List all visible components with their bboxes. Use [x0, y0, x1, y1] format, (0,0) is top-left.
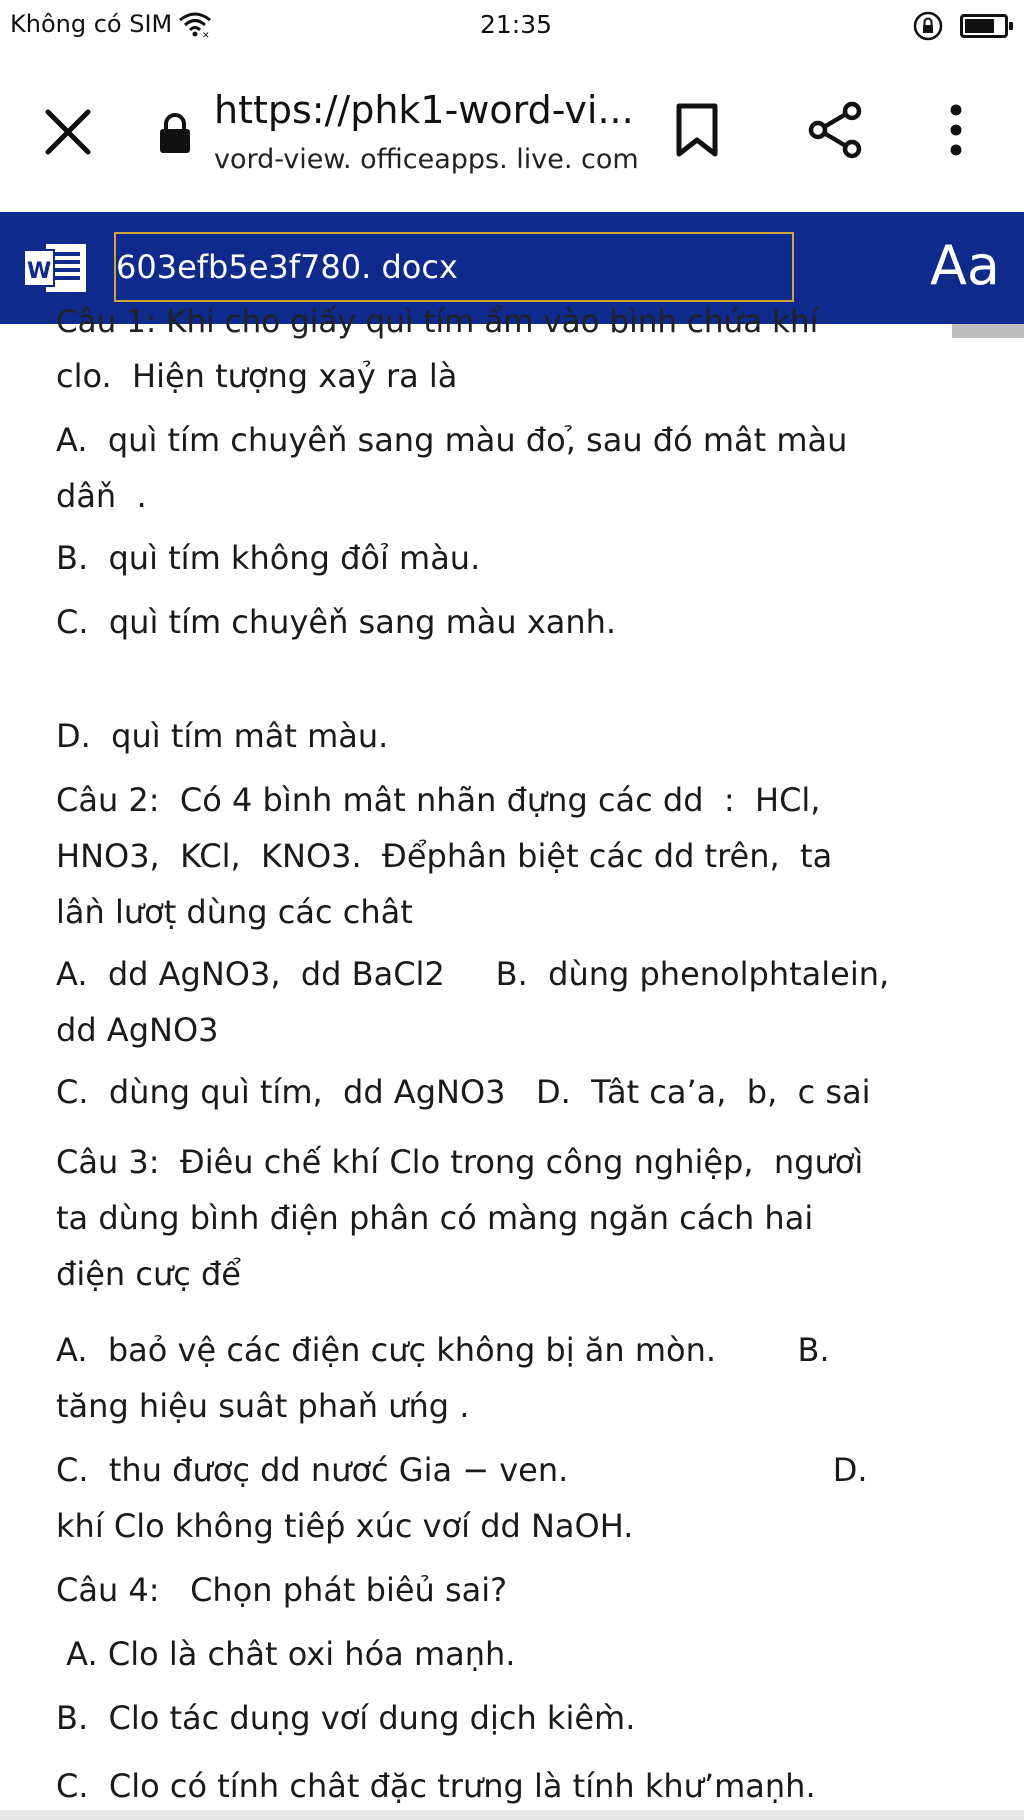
browser-toolbar [0, 52, 1024, 212]
paragraph: A. quì tím chuyêň sang màu đo,̉ sau đó mât màu dâň . [56, 421, 848, 515]
paragraph: Câu 3: Điêu chế khí Clo trong công nghiệp, ngươì ta dùng bình điện phân có màng ngăn cách hai điện cưc̣ để [56, 1143, 864, 1293]
status-right [912, 10, 1008, 42]
url-domain[interactable]: vord-view. officeapps. live. com [214, 144, 639, 175]
paragraph: C. dùng quì tím, dd AgNO3 D. Tât caʼa, b, c sai [56, 1073, 871, 1111]
status-left [10, 10, 212, 41]
bookmark-icon[interactable] [674, 102, 720, 158]
status-bar [0, 0, 1024, 52]
wifi-icon [178, 10, 212, 41]
lock-icon [158, 112, 192, 154]
paragraph: C. Clo có tính chât đặc trưng là tính khưʼmaṇh. [56, 1767, 816, 1805]
status-time: 21:35 [480, 10, 553, 39]
bottom-edge [0, 1810, 1024, 1820]
battery-fill [965, 19, 994, 33]
text-size-button[interactable]: Aa [929, 234, 1000, 297]
clipped-line: Câu 1: Khi cho giấy quì tím ẩm vào bình chứa khí [56, 304, 819, 340]
paragraph: Câu 2: Có 4 bình mât nhãn đựng các dd : HCl, HNO3, KCl, KNO3. Đểphân biệt các dd trên, ta lâǹ lươṭ dùng các chât [56, 781, 833, 931]
paragraph: A. Clo là chât oxi hóa maṇh. [56, 1635, 516, 1673]
paragraph: B. Clo tác duṇg vơí dung dịch kiêm̀. [56, 1699, 636, 1737]
close-icon[interactable] [40, 104, 96, 160]
carrier-label: Không có SIM [10, 10, 173, 38]
paragraph: C. thu đươc̣ dd nươć Gia − ven. D. khí Clo không tiêṕ xúc vơí dd NaOH. [56, 1451, 868, 1545]
document-body[interactable] [0, 304, 1024, 1820]
svg-text:✕: ✕ [202, 31, 210, 41]
word-logo-icon[interactable] [24, 242, 88, 294]
paragraph: Câu 4: Chọn phát biêủ sai? [56, 1571, 508, 1609]
more-vertical-icon[interactable] [944, 102, 968, 158]
paragraph: A. dd AgNO3, dd BaCl2 B. dùng phenolphtalein, dd AgNO3 [56, 955, 890, 1049]
filename-field[interactable]: 603efb5e3f780. docx [114, 232, 794, 302]
rotation-lock-icon [912, 10, 944, 42]
url-title[interactable]: https://phk1-word-vi... [214, 88, 634, 132]
paragraph: C. quì tím chuyêň sang màu xanh. [56, 603, 617, 641]
paragraph: A. baỏ vệ các điện cưc̣ không bị ăn mòn. B. tăng hiệu suât phaň ưńg . [56, 1331, 830, 1425]
battery-icon [960, 14, 1008, 38]
paragraph: B. quì tím không đôỉ màu. [56, 539, 481, 577]
paragraph: D. quì tím mât màu. [56, 717, 389, 755]
paragraph: clo. Hiện tượng xaỷ ra là [56, 357, 458, 395]
share-icon[interactable] [806, 100, 866, 160]
scrollbar-thumb[interactable] [952, 324, 1024, 338]
svg-text:W: W [27, 259, 52, 284]
